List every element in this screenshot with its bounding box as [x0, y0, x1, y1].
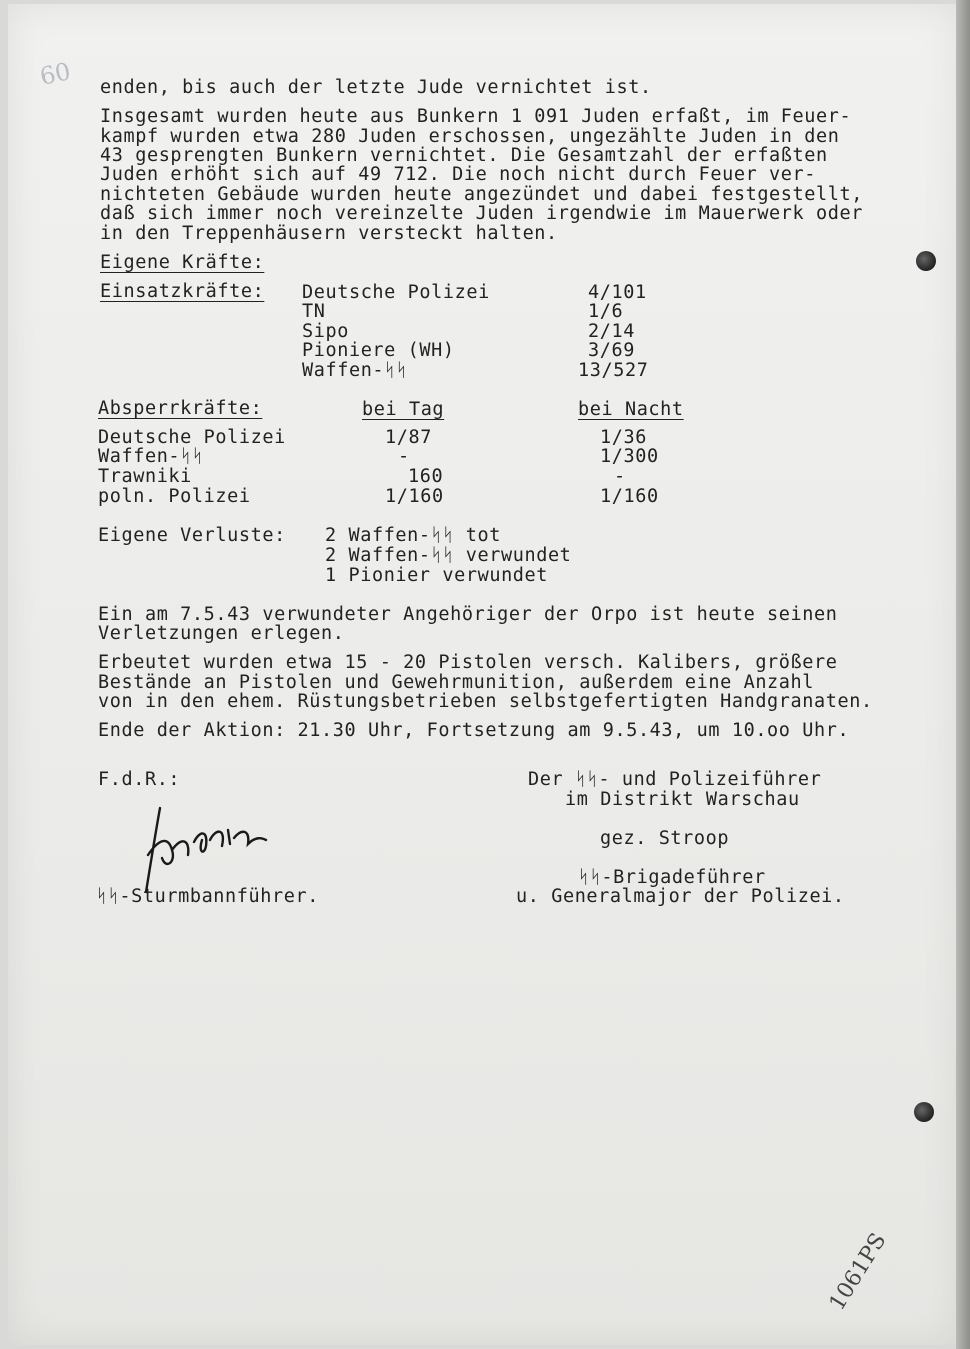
- absperr-night: 1/160: [600, 486, 659, 507]
- orpo-paragraph-line: Verletzungen erlegen.: [98, 623, 345, 644]
- intro-paragraph-line: 43 gesprengten Bunkern vernichtet. Die Gesamtzahl der erfaßten: [100, 145, 828, 166]
- intro-paragraph-line: Insgesamt wurden heute aus Bunkern 1 091 Juden erfaßt, im Feuer-: [100, 106, 852, 127]
- absperr-day: -: [398, 446, 410, 467]
- ende-line: Ende der Aktion: 21.30 Uhr, Fortsetzung am 9.5.43, um 10.oo Uhr.: [98, 720, 850, 741]
- intro-paragraph-line: nichteten Gebäude wurden heute angezündet und dabei festgestellt,: [100, 184, 863, 205]
- einsatz-unit: TN: [302, 301, 326, 322]
- margin-page-mark: 60: [37, 57, 74, 91]
- einsatz-unit: Waffen-ᛋᛋ: [302, 360, 408, 381]
- einsatz-value: 3/69: [588, 340, 635, 361]
- einsatz-value: 1/6: [588, 301, 624, 322]
- verluste-label: Eigene Verluste:: [98, 525, 286, 546]
- einsatz-value: 13/527: [578, 360, 649, 381]
- absperr-unit: poln. Polizei: [98, 486, 251, 507]
- absperr-day: 1/160: [385, 486, 444, 507]
- archive-reference-mark: 1061PS: [824, 1228, 892, 1315]
- verluste-item: 2 Waffen-ᛋᛋ tot: [325, 525, 501, 546]
- intro-paragraph-line: kampf wurden etwa 280 Juden erschossen, ungezählte Juden in den: [100, 126, 840, 147]
- section-heading-absperrkraefte: Absperrkräfte:: [98, 398, 263, 419]
- left-rank: ᛋᛋ-Sturmbannführer.: [96, 886, 319, 907]
- punch-hole-bottom: [914, 1102, 934, 1122]
- handwritten-signature: [138, 800, 278, 900]
- absperr-unit: Waffen-ᛋᛋ: [98, 446, 204, 467]
- intro-line: enden, bis auch der letzte Jude vernichtet ist.: [100, 77, 652, 98]
- intro-paragraph-line: in den Treppenhäusern versteckt halten.: [100, 223, 558, 244]
- verluste-item: 1 Pionier verwundet: [325, 565, 549, 586]
- rank-line1: ᛋᛋ-Brigadeführer: [578, 867, 766, 888]
- gez-stroop: gez. Stroop: [600, 828, 730, 849]
- rank-line2: u. Generalmajor der Polizei.: [516, 886, 845, 907]
- column-header-night: bei Nacht: [578, 399, 684, 420]
- absperr-day: 160: [408, 466, 444, 487]
- absperr-night: 1/300: [600, 446, 659, 467]
- absperr-unit: Trawniki: [98, 466, 192, 487]
- intro-paragraph-line: daß sich immer noch vereinzelte Juden irgendwie im Mauerwerk oder: [100, 203, 863, 224]
- punch-hole-top: [916, 251, 936, 271]
- orpo-paragraph-line: Ein am 7.5.43 verwundeter Angehöriger der Orpo ist heute seinen: [98, 604, 838, 625]
- fdr-label: F.d.R.:: [98, 769, 181, 790]
- intro-paragraph-line: Juden erhöht sich auf 49 712. Die noch nicht durch Feuer ver-: [100, 164, 817, 185]
- beute-paragraph-line: Bestände an Pistolen und Gewehrmunition, außerdem eine Anzahl: [98, 672, 815, 693]
- einsatz-value: 4/101: [588, 282, 647, 303]
- office-title-line2: im Distrikt Warschau: [565, 789, 800, 810]
- beute-paragraph-line: Erbeutet wurden etwa 15 - 20 Pistolen versch. Kalibers, größere: [98, 652, 838, 673]
- column-header-day: bei Tag: [362, 399, 445, 420]
- absperr-unit: Deutsche Polizei: [98, 427, 286, 448]
- section-heading-eigene-kraefte: Eigene Kräfte:: [100, 252, 265, 273]
- verluste-item: 2 Waffen-ᛋᛋ verwundet: [325, 545, 572, 566]
- office-title-line1: Der ᛋᛋ- und Polizeiführer: [528, 769, 822, 790]
- einsatz-unit: Pioniere (WH): [302, 340, 455, 361]
- page-edge-shadow: [956, 0, 970, 1349]
- einsatz-value: 2/14: [588, 321, 635, 342]
- beute-paragraph-line: von in den ehem. Rüstungsbetrieben selbstgefertigten Handgranaten.: [98, 691, 873, 712]
- absperr-day: 1/87: [385, 427, 432, 448]
- absperr-night: 1/36: [600, 427, 647, 448]
- einsatz-unit: Deutsche Polizei: [302, 282, 490, 303]
- absperr-night: -: [614, 466, 626, 487]
- section-heading-einsatzkraefte: Einsatzkräfte:: [100, 281, 265, 302]
- einsatz-unit: Sipo: [302, 321, 349, 342]
